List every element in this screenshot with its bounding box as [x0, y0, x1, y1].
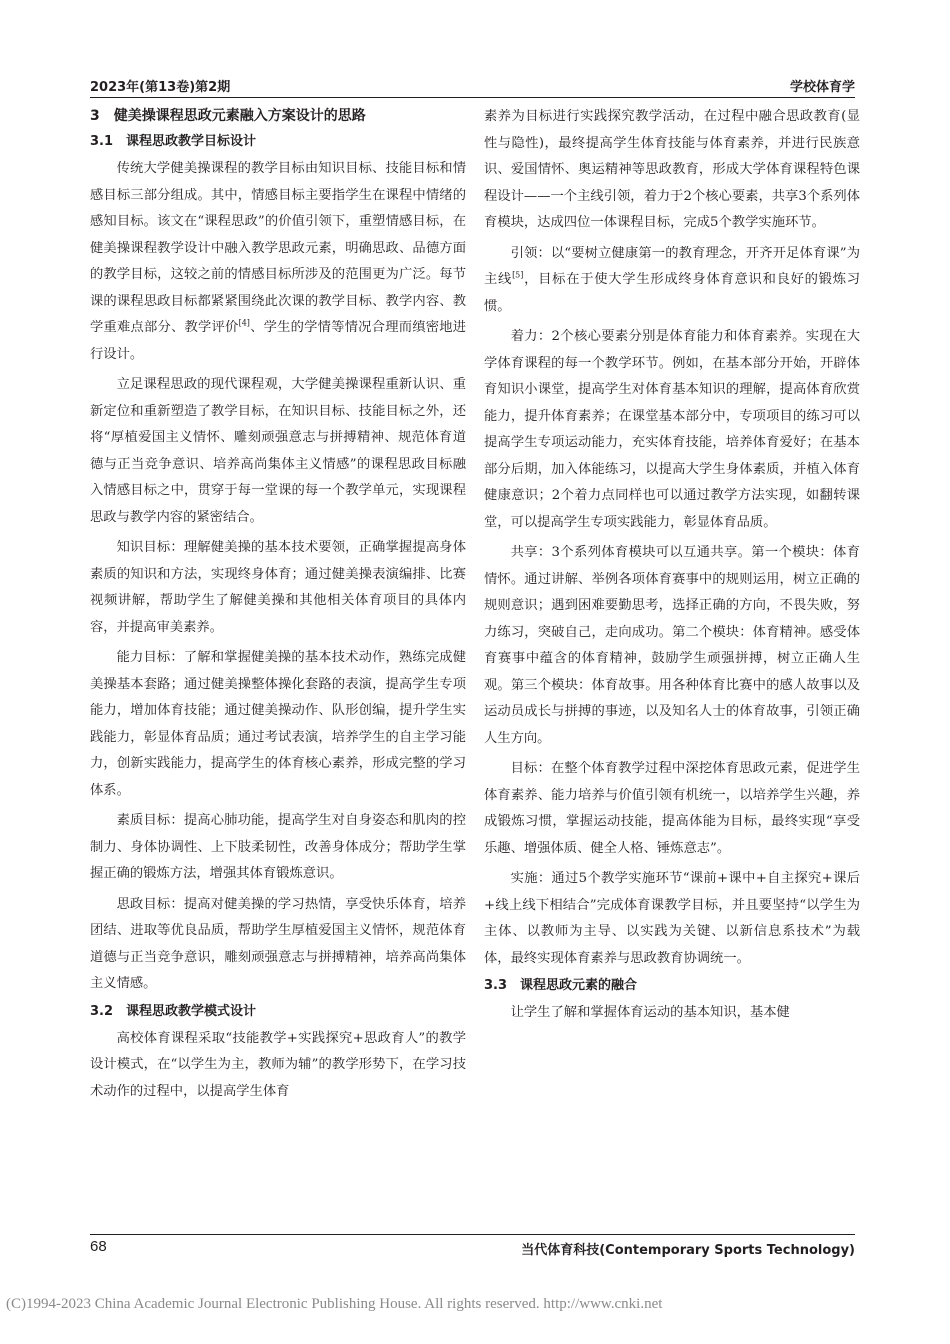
paragraph-target: 目标：在整个体育教学过程中深挖体育思政元素，促进学生体育素养、能力培养与价值引领有机统一，以培养学生兴趣，养成锻炼习惯，掌握运动技能，提高体能为目标，最终实现“享受乐趣、增强体质、健全人格、锤炼意志”。: [484, 761, 860, 856]
paragraph: 立足课程思政的现代课程观，大学健美操课程重新认识、重新定位和重新塑造了教学目标，在知识目标、技能目标之外，还将“厚植爱国主义情怀、雕刻顽强意志与拼搏精神、规范体育道德与正当竞争意识、培养高尚集体主义情感”的课程思政目标融入情感目标之中，贯穿于每一堂课的每一个教学单元，实现课程思政与教学内容的紧密结合。: [90, 377, 466, 525]
paragraph: 让学生了解和掌握体育运动的基本知识，基本健: [510, 1005, 790, 1020]
paragraph: 高校体育课程采取“技能教学+实践探究+思政育人”的教学设计模式，在“以学生为主，教师为辅”的教学形势下，在学习技术动作的过程中，以提高学生体育: [90, 1030, 466, 1099]
paragraph-implement: 实施：通过5个教学实施环节“课前+课中+自主探究+课后+线上线下相结合”完成体育课教学目标，并且要坚持“以学生为主体、以教师为主导、以实践为关键、以新信息系技术”为载体，最终实现体育素养与思政教育协调统一。: [484, 871, 860, 966]
paragraph: 素养为目标进行实践探究教学活动，在过程中融合思政教育(显性与隐性)，最终提高学生体育技能与体育素养，并进行民族意识、爱国情怀、奥运精神等思政教育，形成大学体育课程特色课程设计——一个主线引领，着力于2个核心要素，共享3个系列体育模块，达成四位一体课程目标，完成5个教学实施环节。: [484, 109, 860, 230]
subsection-title-3-3: 3.3 课程思政元素的融合: [484, 978, 638, 993]
paragraph-focus: 着力：2个核心要素分别是体育能力和体育素养。实现在大学体育课程的每一个教学环节。例如，在基本部分开始，开辟体育知识小课堂，提高学生对体育基本知识的理解，提高体育欣赏能力，提升体育素养；在课堂基本部分中，专项项目的练习可以提高学生专项运动能力，充实体育技能，培养体育爱好；在基本部分后期，加入体能练习，以提高大学生身体素质，并植入体育健康意识；2个着力点同样也可以通过教学方法实现，如翻转课堂，可以提高学生专项实践能力，彰显体育品质。: [484, 329, 860, 530]
issue-label: 2023年(第13卷)第2期: [90, 80, 231, 95]
reference-mark: [5]: [512, 270, 524, 280]
paragraph-ability-goal: 能力目标：了解和掌握健美操的基本技术动作，熟练完成健美操基本套路；通过健美操整体操化套路的表演，提高学生专项能力，增加体育技能；通过健美操动作、队形创编，提升学生实践能力，彰显体育品质；通过考试表演，培养学生的自主学习能力，创新实践能力，提高学生的体育核心素养，形成完整的学习体系。: [90, 650, 466, 798]
journal-name: 当代体育科技(Contemporary Sports Technology): [521, 1243, 855, 1258]
right-column: [484, 104, 860, 1027]
paragraph-text: 传统大学健美操课程的教学目标由知识目标、技能目标和情感目标三部分组成。其中，情感目标主要指学生在课程中情绪的感知目标。该文在“课程思政”的价值引领下，重塑情感目标，在健美操课程教学设计中融入教学思政元素，明确思政、品德方面的教学目标，这较之前的情感目标所涉及的范围更为广泛。每节课的课程思政目标都紧紧围绕此次课的教学目标、教学内容、教学重难点部分、教学评价: [90, 161, 466, 335]
reference-mark: [4]: [238, 318, 250, 328]
subsection-title-3-1: 3.1 课程思政教学目标设计: [90, 134, 257, 149]
column-label: 学校体育学: [789, 80, 855, 95]
page-number: 68: [90, 1238, 107, 1255]
header-rule: [90, 97, 855, 98]
section-title: 3 健美操课程思政元素融入方案设计的思路: [90, 108, 366, 124]
paragraph-text: 、学生的学情等情况合理而缜密地进行设计。: [90, 320, 467, 362]
paragraph-text: ，目标在于使大学生形成终身体育意识和良好的锻炼习惯。: [484, 272, 861, 314]
paragraph-ideology-goal: 思政目标：提高对健美操的学习热情，享受快乐体育，培养团结、进取等优良品质，帮助学生厚植爱国主义情怀，规范体育道德与正当竞争意识，雕刻顽强意志与拼搏精神，培养高尚集体主义情感。: [90, 896, 466, 991]
paragraph-lead: [484, 241, 860, 321]
footer-rule: [90, 1234, 855, 1235]
paragraph: [90, 156, 466, 368]
paragraph-text: 引领：以“要树立健康第一的教育理念，开齐开足体育课”为主线: [484, 245, 860, 287]
paragraph-knowledge-goal: 知识目标：理解健美操的基本技术要领，正确掌握提高身体素质的知识和方法，实现终身体育；通过健美操表演编排、比赛视频讲解，帮助学生了解健美操和其他相关体育项目的具体内容，并提高审美素养。: [90, 540, 466, 635]
left-column: [90, 104, 466, 1105]
copyright-line: (C)1994-2023 China Academic Journal Electronic Publishing House. All rights reserved. http://www.cnki.net: [6, 1296, 663, 1312]
paragraph-quality-goal: 素质目标：提高心肺功能，提高学生对自身姿态和肌肉的控制力、身体协调性、上下肢柔韧性，改善身体成分；帮助学生掌握正确的锻炼方法，增强其体育锻炼意识。: [90, 813, 466, 881]
paragraph-share: 共享：3个系列体育模块可以互通共享。第一个模块：体育情怀。通过讲解、举例各项体育赛事中的规则运用，树立正确的规则意识；遇到困难要勤思考，选择正确的方向，不畏失败，努力练习，突破自己，走向成功。第二个模块：体育精神。感受体育赛事中蕴含的体育精神，鼓励学生顽强拼搏，树立正确人生观。第三个模块：体育故事。用各种体育比赛中的感人故事以及运动员成长与拼搏的事迹，以及知名人士的体育故事，引领正确人生方向。: [484, 545, 860, 746]
subsection-title-3-2: 3.2 课程思政教学模式设计: [90, 1003, 257, 1019]
